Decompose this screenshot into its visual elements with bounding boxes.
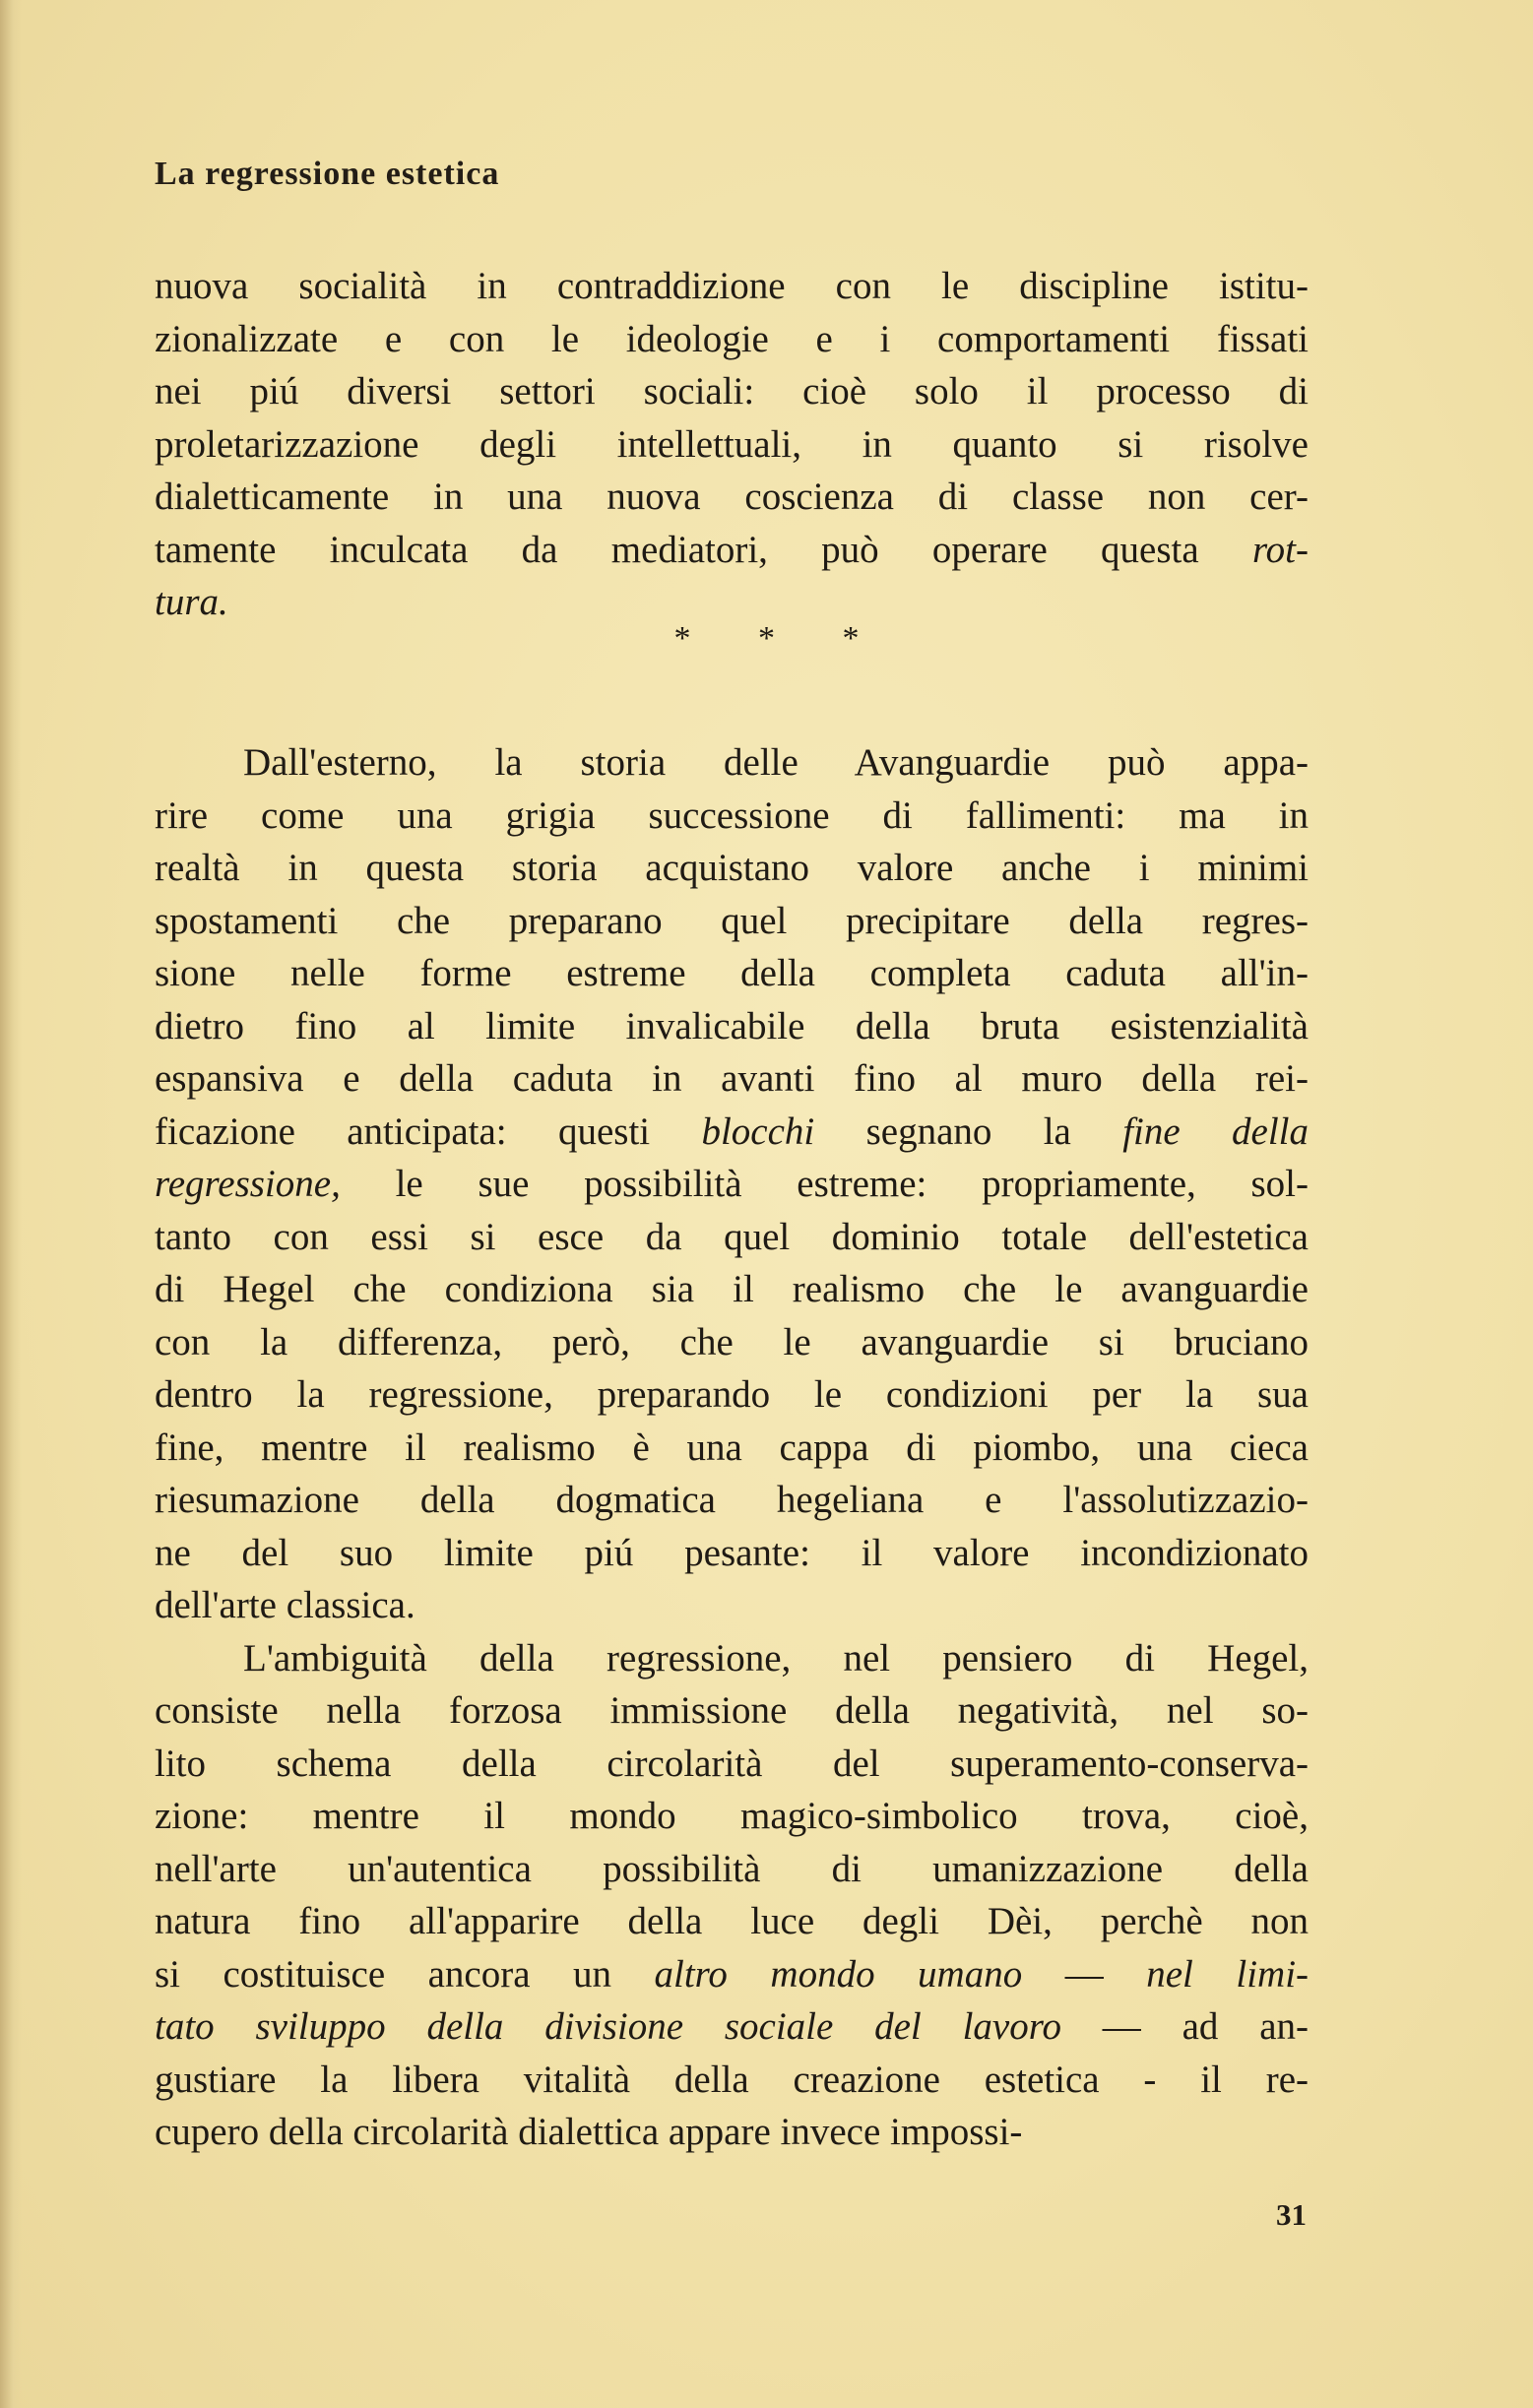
text-line: [155, 736, 1309, 790]
text-line: [155, 1106, 1309, 1159]
text-run: fine, mentre il realismo è una cappa di piombo, una cieca: [155, 1426, 1309, 1469]
text-run: gustiare la libera vitalità della creazione estetica - il re-: [155, 2058, 1309, 2101]
text-run: Dall'esterno, la storia delle Avanguardie può appa-: [243, 741, 1309, 784]
text-line: [155, 1368, 1309, 1422]
text-run: consiste nella forzosa immissione della negatività, nel so-: [155, 1689, 1309, 1732]
page-number: 31: [1276, 2197, 1307, 2232]
paragraph-block-2: [155, 736, 1309, 2159]
section-separator: * * *: [673, 620, 889, 657]
text-run: dietro fino al limite invalicabile della bruta esistenzialità: [155, 1004, 1309, 1047]
text-run: nei piú diversi settori sociali: cioè solo il processo di: [155, 370, 1309, 412]
text-line: [155, 1211, 1309, 1264]
text-run: zionalizzate e con le ideologie e i comportamenti fissati: [155, 317, 1309, 360]
text-run: L'ambiguità della regressione, nel pensiero di Hegel,: [243, 1636, 1309, 1679]
text-line: [155, 895, 1309, 948]
text-line: [155, 313, 1309, 366]
text-run: le sue possibilità estreme: propriamente, sol-: [340, 1163, 1309, 1205]
text-run: dialetticamente in una nuova coscienza di classe non cer-: [155, 475, 1309, 518]
italic-text: tura.: [155, 581, 228, 623]
text-run: spostamenti che preparano quel precipitare della regres-: [155, 899, 1309, 942]
text-run: ne del suo limite piú pesante: il valore incondizionato: [155, 1531, 1309, 1574]
text-line: [155, 1579, 1309, 1632]
text-line: [155, 2000, 1309, 2054]
text-line: [155, 790, 1309, 843]
text-line: [155, 1738, 1309, 1791]
text-run: realtà in questa storia acquistano valore anche i minimi: [155, 847, 1309, 889]
text-line: [155, 1895, 1309, 1948]
text-line: [155, 1474, 1309, 1527]
text-line: [155, 1948, 1309, 2001]
text-line: [155, 1158, 1309, 1211]
text-run: dell'arte classica.: [155, 1584, 415, 1626]
text-run: si costituisce ancora un: [155, 1952, 655, 1996]
text-run: espansiva e della caduta in avanti fino al muro della rei-: [155, 1057, 1309, 1100]
italic-text: blocchi: [701, 1109, 815, 1153]
italic-text: nel limi-: [1146, 1952, 1309, 1996]
text-line: [155, 365, 1309, 418]
text-line: [155, 1790, 1309, 1843]
text-run: rire come una grigia successione di fallimenti: ma in: [155, 793, 1309, 837]
text-line: [155, 1632, 1309, 1685]
italic-text: altro mondo umano: [654, 1952, 1023, 1996]
spine-shadow: [0, 0, 22, 2408]
text-line: [155, 418, 1309, 472]
text-line: [155, 1684, 1309, 1738]
text-run: nuova socialità in contraddizione con le discipline istitu-: [155, 265, 1309, 307]
italic-text: fine della: [1122, 1109, 1309, 1153]
text-run: sione nelle forme estreme della completa caduta all'in-: [155, 952, 1309, 994]
running-title: La regressione estetica: [155, 156, 500, 192]
text-run: zione: mentre il mondo magico-simbolico trova, cioè,: [155, 1795, 1309, 1837]
text-run: tamente inculcata da mediatori, può operare questa: [155, 528, 1252, 571]
text-run: ficazione anticipata: questi: [155, 1109, 702, 1153]
text-run: —: [1022, 1952, 1147, 1996]
text-run: di Hegel che condiziona sia il realismo che le avanguardie: [155, 1268, 1309, 1310]
text-line: [155, 1263, 1309, 1316]
text-line: [155, 1527, 1309, 1580]
text-run: — ad an-: [1060, 2005, 1309, 2048]
text-line: [155, 524, 1309, 577]
text-run: lito schema della circolarità del superamento-conserva-: [155, 1742, 1309, 1785]
text-run: con la differenza, però, che le avanguardie si bruciano: [155, 1320, 1309, 1363]
text-run: dentro la regressione, preparando le condizioni per la sua: [155, 1373, 1309, 1416]
italic-text: tato sviluppo della divisione sociale del lavoro: [155, 2005, 1061, 2048]
text-line: [155, 2054, 1309, 2107]
text-run: nell'arte un'autentica possibilità di umanizzazione della: [155, 1847, 1309, 1890]
text-line: [155, 1316, 1309, 1369]
text-line: [155, 1422, 1309, 1475]
text-run: tanto con essi si esce da quel dominio totale dell'estetica: [155, 1215, 1309, 1258]
italic-text: regressione,: [155, 1163, 341, 1205]
paragraph-block-1: [155, 260, 1309, 629]
text-line: [155, 1000, 1309, 1053]
text-run: riesumazione della dogmatica hegeliana e l'assolutizzazio-: [155, 1479, 1309, 1521]
text-run: segnano la: [814, 1109, 1123, 1153]
text-line: [155, 1052, 1309, 1106]
text-run: cupero della circolarità dialettica appare invece impossi-: [155, 2111, 1023, 2153]
text-line: [155, 947, 1309, 1000]
text-line: [155, 1843, 1309, 1896]
text-run: natura fino all'apparire della luce degli Dèi, perchè non: [155, 1900, 1309, 1942]
text-line: [155, 471, 1309, 524]
text-run: proletarizzazione degli intellettuali, in quanto si risolve: [155, 422, 1309, 466]
text-line: [155, 260, 1309, 313]
italic-text: rot-: [1251, 528, 1309, 571]
text-line: [155, 842, 1309, 895]
text-line: [155, 2106, 1309, 2159]
